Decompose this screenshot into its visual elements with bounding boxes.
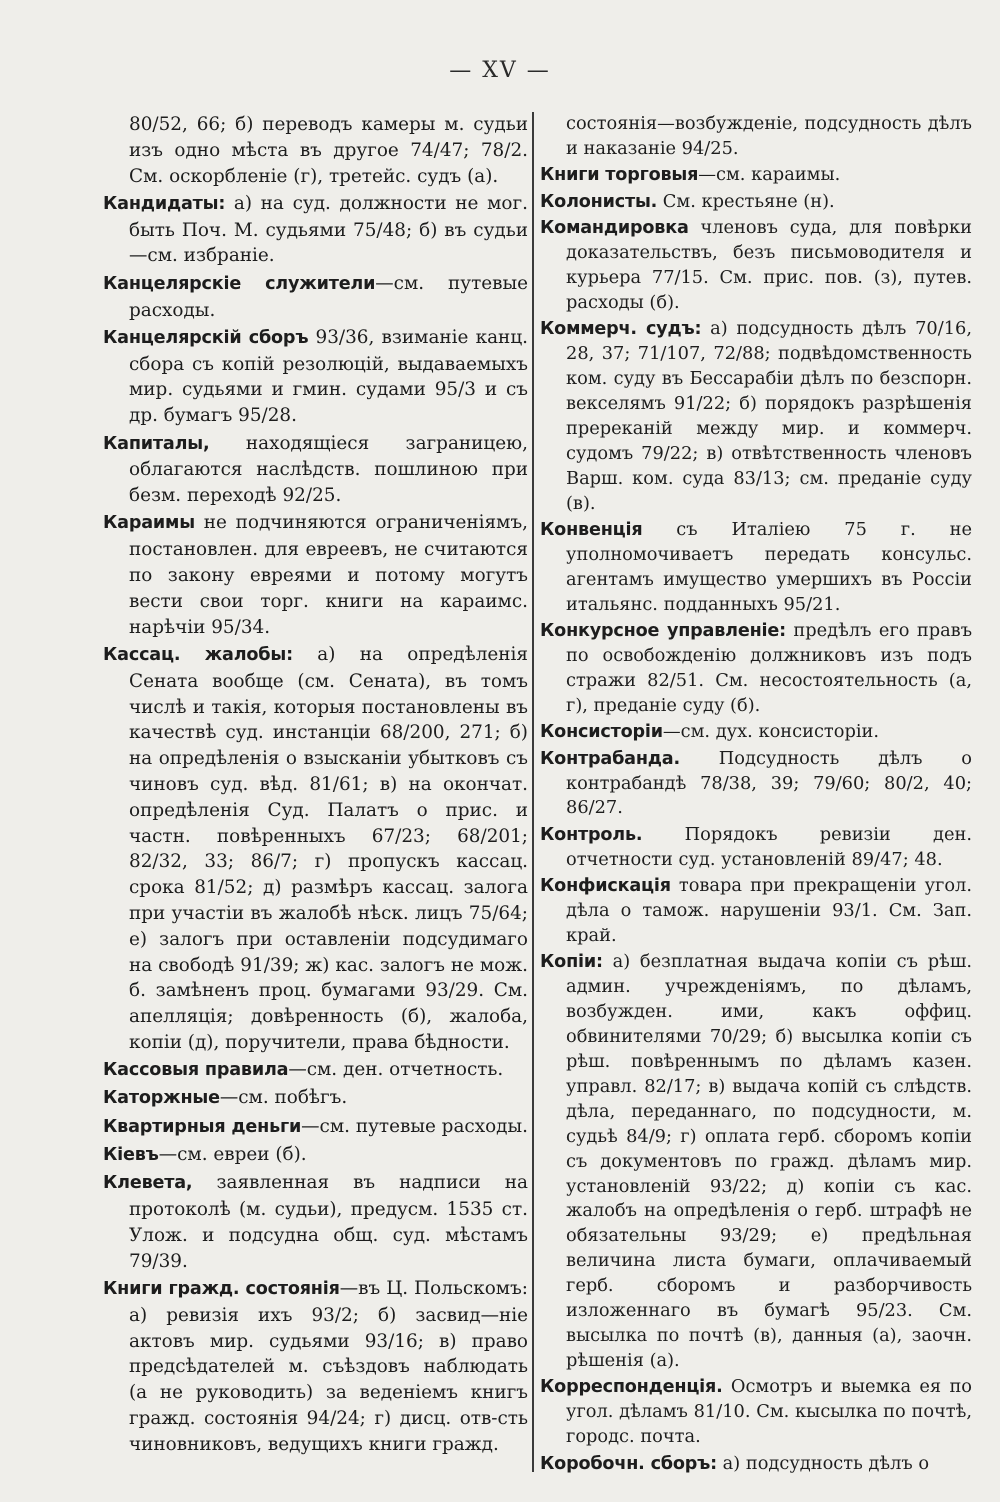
entry-text: не подчиняются ограниченіямъ, постановлен. для евреевъ, не считаются по закону евреями и потому могутъ вести свои торг. книги на караимс. нарѣчіи 95/34. xyxy=(129,512,528,638)
entry-text: —въ Ц. Польскомъ: а) ревизія ихъ 93/2; б) засвид—ніе актовъ мир. судьями 93/16; в) право предсѣдателей м. съѣздовъ наблюдать (а не руководить) за веденіемъ книгъ гражд. состоянія 94/24; г) дисц. отв-сть чиновниковъ, ведущихъ книги гражд. xyxy=(129,1278,528,1455)
index-entry xyxy=(540,1452,972,1477)
page-number: — XV — xyxy=(449,58,551,83)
entry-headword: Командировка xyxy=(540,218,689,239)
entry-headword: Конфискація xyxy=(540,876,671,897)
entry-text: 80/52, 66; б) переводъ камеры м. судьи изъ одно мѣста въ другое 74/47; 78/2. См. оскорбленіе (г), третейс. судъ (а). xyxy=(129,114,528,187)
index-entry xyxy=(103,191,528,269)
entry-headword: Книги торговыя xyxy=(540,165,699,186)
entry-headword: Книги гражд. состоянія xyxy=(103,1279,340,1300)
entry-text: товара при прекращеніи угол. дѣла о тамож. нарушеніи 93/1. См. Зап. край. xyxy=(566,875,972,946)
entry-text: —см. побѣгъ. xyxy=(219,1087,348,1109)
left-column xyxy=(103,112,528,1459)
entry-text: а) на суд. должности не мог. быть Поч. М. судьями 75/48; б) въ судьи—см. избраніе. xyxy=(129,192,528,267)
index-entry xyxy=(103,1170,528,1274)
index-entry xyxy=(540,874,972,949)
index-entry xyxy=(540,950,972,1373)
entry-text: а) подсудность дѣлъ о xyxy=(717,1452,930,1474)
entry-text: а) на опредѣленія Сената вообще (см. Сената), въ томъ числѣ и такія, которыя постановлены въ качествѣ суд. инстанціи 68/200, 271; б) на опредѣленія о взысканіи убытковъ съ чиновъ суд. вѣд. 81/61; в) на окончат. опредѣленія Суд. Палатъ о прис. и частн. повѣренныхъ 67/23; 68/201; 82/32, 33; 86/7; г) пропускъ кассац. срока 81/52; д) размѣръ кассац. залога при участіи въ жалобѣ нѣск. лицъ 75/64; е) залогъ при оставленіи подсудимаго на свободѣ 91/39; ж) кас. залогъ не мож. б. замѣненъ проц. бумагами 93/29. См. апелляція; довѣренность (б), жалоба, копіи (д), поручители, права бѣдности. xyxy=(129,643,529,1053)
index-entry xyxy=(540,619,972,719)
index-entry xyxy=(540,190,972,215)
entry-headword: Конкурсное управленіе: xyxy=(540,621,786,642)
entry-text: а) подсудность дѣлъ 70/16, 28, 37; 71/107, 72/88; подвѣдомственность ком. суду въ Бессарабіи дѣлъ по безспорн. векселямъ 91/22; б) порядокъ разрѣшенія пререканій между мир. и коммерч. судомъ 79/22; в) отвѣтственность членовъ Варш. ком. суда 83/13; см. преданіе суду (в). xyxy=(566,318,972,514)
entry-text: заявленная въ надписи на протоколѣ (м. судьи), предусм. 1535 ст. Улож. и подсудна общ. суд. мѣстамъ 79/39. xyxy=(129,1172,528,1272)
entry-text: —см. евреи (б). xyxy=(158,1144,307,1166)
entry-text: состоянія—возбужденіе, подсудность дѣлъ и наказаніе 94/25. xyxy=(566,113,972,159)
entry-headword: Контроль. xyxy=(540,824,643,845)
index-entry xyxy=(540,163,972,188)
entry-headword: Каторжные xyxy=(103,1088,220,1109)
entry-headword: Кіевъ xyxy=(103,1145,159,1166)
entry-text: Подсудность дѣлъ о контрабандѣ 78/38, 39; 79/60; 80/2, 40; 86/27. xyxy=(566,747,972,819)
entry-text: съ Италіею 75 г. не уполномочиваетъ передать консульс. агентамъ имущество умершихъ въ Россіи итальянс. подданныхъ 95/21. xyxy=(566,519,972,615)
entry-text: Осмотръ и выемка ея по угол. дѣламъ 81/10. См. кысылка по почтѣ, городс. почта. xyxy=(566,1376,972,1448)
index-entry xyxy=(540,112,972,162)
entry-text: членовъ суда, для повѣрки доказательствъ, безъ письмоводителя и курьера 77/15. См. прис. пов. (з), путев. расходы (б). xyxy=(566,217,972,313)
entry-headword: Корреспонденція. xyxy=(540,1377,723,1398)
index-entry xyxy=(540,823,972,873)
entry-headword: Квартирныя деньги xyxy=(103,1116,302,1137)
index-entry xyxy=(540,1375,972,1450)
index-entry xyxy=(103,112,528,189)
entry-headword: Консисторіи xyxy=(540,722,663,743)
index-entry xyxy=(103,1114,528,1141)
entry-headword: Караимы xyxy=(103,513,195,534)
index-entry xyxy=(103,271,528,324)
index-entry xyxy=(103,325,528,429)
entry-text: —см. дух. консисторіи. xyxy=(662,721,880,743)
entry-text: —см. путевые расходы. xyxy=(129,272,529,321)
entry-headword: Копіи: xyxy=(540,952,603,973)
entry-text: 93/36, взиманіе канц. сбора съ копій резолюцій, выдаваемыхъ мир. судьями и гмин. судами 95/3 и съ др. бумагъ 95/28. xyxy=(129,326,528,427)
index-entry xyxy=(540,720,972,745)
entry-headword: Коробочн. сборъ: xyxy=(540,1453,718,1474)
entry-text: находящіеся заграницею, облагаются наслѣдств. пошлиною при безм. переходѣ 92/25. xyxy=(129,432,528,507)
entry-headword: Кандидаты: xyxy=(103,193,226,214)
entry-headword: Колонисты. xyxy=(540,191,658,212)
entry-text: См. крестьяне (н). xyxy=(657,190,835,212)
index-entry xyxy=(103,431,528,509)
index-entry xyxy=(103,510,528,640)
right-column xyxy=(540,112,972,1478)
index-entry xyxy=(103,1085,528,1112)
entry-headword: Канцелярскіе служители xyxy=(103,273,376,294)
entry-text: —см. путевые расходы. xyxy=(301,1115,528,1137)
entry-text: —см. караимы. xyxy=(698,164,841,186)
entry-headword: Кассац. жалобы: xyxy=(103,644,293,665)
entry-text: —см. ден. отчетность. xyxy=(288,1059,504,1081)
entry-text: предѣлъ его правъ по освобожденію должниковъ изъ подъ стражи 82/51. См. несостоятельность (а, г), преданіе суду (б). xyxy=(566,620,973,716)
entry-headword: Клевета, xyxy=(103,1173,193,1194)
entry-headword: Капиталы, xyxy=(103,433,210,454)
entry-headword: Коммерч. судъ: xyxy=(540,319,702,340)
entry-text: а) безплатная выдача копіи съ рѣш. админ. учрежденіямъ, по дѣламъ, возбужден. ими, какъ оффиц. обвинителями 70/29; б) высылка копіи съ рѣш. повѣреннымъ по дѣламъ казен. управл. 82/17; в) выдача копій съ слѣдств. дѣла, переданнаго, по подсудности, м. судьѣ 84/9; г) оплата герб. сборомъ копіи съ документовъ по гражд. дѣламъ мир. установленій 93/22; д) копіи съ кас. жалобъ на опредѣленія о герб. штрафѣ не обязательны 93/29; е) предѣльная величина листа бумаги, оплачиваемый герб. сборомъ и разборчивость изложеннаго въ бумагѣ 95/23. См. высылка по почтѣ (в), данныя (а), заочн. рѣшенія (а). xyxy=(566,951,972,1371)
entry-headword: Канцелярскій сборъ xyxy=(103,327,309,348)
index-entry xyxy=(103,1142,528,1169)
entry-headword: Контрабанда. xyxy=(540,748,680,769)
index-entry xyxy=(540,518,972,618)
index-entry xyxy=(540,747,972,822)
entry-headword: Конвенція xyxy=(540,520,643,540)
index-entry xyxy=(103,642,528,1056)
entry-headword: Кассовыя правила xyxy=(103,1060,289,1081)
index-entry xyxy=(103,1276,528,1458)
index-entry xyxy=(540,317,972,516)
entry-text: Порядокъ ревизіи ден. отчетности суд. установленій 89/47; 48. xyxy=(566,823,972,870)
index-entry xyxy=(540,216,972,316)
index-entry xyxy=(103,1057,528,1084)
column-divider xyxy=(532,112,534,1472)
